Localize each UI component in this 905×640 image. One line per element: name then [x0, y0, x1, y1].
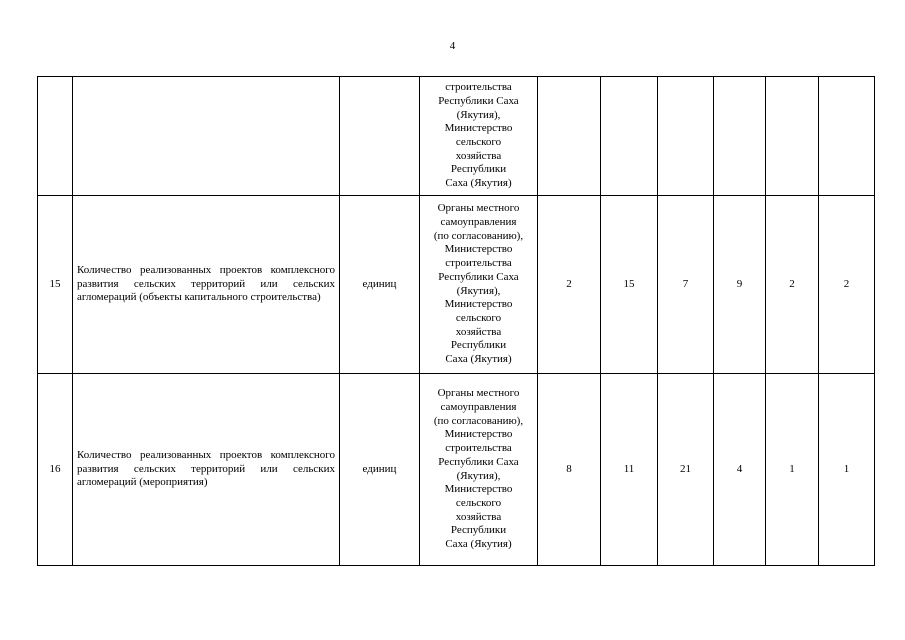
- responsible-line: Органы местного: [437, 387, 520, 400]
- value-cell: 2: [766, 196, 819, 374]
- responsible-cell: [420, 374, 538, 566]
- row-number-cell: [38, 77, 73, 196]
- responsible-line: (по согласованию),: [433, 414, 524, 427]
- indicator-name-cell: [73, 77, 340, 196]
- responsible-line: Министерство: [444, 243, 513, 256]
- value-cell: 4: [714, 374, 766, 566]
- responsible-line: (по согласованию),: [433, 229, 524, 242]
- indicator-name-cell: Количество реализованных проектов комплексного развития сельских территорий или сельских агломераций (объекты капитального строительства): [73, 196, 340, 374]
- value-cell: 2: [538, 196, 601, 374]
- row-number-cell: 16: [38, 374, 73, 566]
- responsible-line: Республики: [450, 524, 507, 537]
- value-cell: [714, 77, 766, 196]
- responsible-line: Республики Саха: [438, 94, 519, 107]
- page-number: 4: [449, 40, 456, 52]
- responsible-cell: [420, 77, 538, 196]
- unit-cell: [340, 77, 420, 196]
- responsible-line: Республики Саха: [438, 270, 519, 283]
- value-cell: [601, 77, 658, 196]
- responsible-line: Министерство: [444, 122, 513, 135]
- responsible-line: Республики Саха: [438, 455, 519, 468]
- unit-cell: единиц: [340, 374, 420, 566]
- responsible-line: Саха (Якутия): [445, 538, 512, 551]
- responsible-line: Министерство: [444, 298, 513, 311]
- responsible-line: хозяйства: [455, 149, 502, 162]
- table-row: [38, 374, 875, 566]
- value-cell: [766, 77, 819, 196]
- responsible-line: (Якутия),: [456, 108, 501, 121]
- value-cell: [538, 77, 601, 196]
- responsible-line: строительства: [445, 257, 512, 270]
- responsible-line: строительства: [445, 442, 512, 455]
- responsible-line: строительства: [445, 81, 512, 94]
- responsible-line: хозяйства: [455, 325, 502, 338]
- responsible-line: сельского: [455, 136, 502, 148]
- table-row: [38, 77, 875, 196]
- unit-cell: единиц: [340, 196, 420, 374]
- responsible-line: Саха (Якутия): [445, 177, 512, 190]
- row-number-cell: 15: [38, 196, 73, 374]
- value-cell: 2: [819, 196, 875, 374]
- responsible-line: самоуправления: [440, 215, 517, 228]
- responsible-line: (Якутия),: [456, 284, 501, 297]
- table-row: [38, 196, 875, 374]
- responsible-line: сельского: [455, 496, 502, 509]
- value-cell: 15: [601, 196, 658, 374]
- value-cell: 1: [819, 374, 875, 566]
- value-cell: 21: [658, 374, 714, 566]
- responsible-line: Органы местного: [437, 202, 520, 215]
- value-cell: 1: [766, 374, 819, 566]
- responsible-line: Республики: [450, 339, 507, 352]
- indicator-name-cell: Количество реализованных проектов комплексного развития сельских территорий или сельских агломераций (мероприятия): [73, 374, 340, 566]
- value-cell: 8: [538, 374, 601, 566]
- responsible-line: хозяйства: [455, 510, 502, 523]
- responsible-line: Министерство: [444, 428, 513, 441]
- value-cell: 7: [658, 196, 714, 374]
- responsible-line: самоуправления: [440, 400, 517, 413]
- responsible-line: Саха (Якутия): [445, 353, 512, 366]
- value-cell: [819, 77, 875, 196]
- responsible-line: сельского: [455, 311, 502, 324]
- responsible-line: Министерство: [444, 483, 513, 496]
- indicators-table: [37, 76, 875, 566]
- value-cell: 11: [601, 374, 658, 566]
- responsible-cell: [420, 196, 538, 374]
- responsible-line: (Якутия),: [456, 469, 501, 482]
- responsible-line: Республики: [450, 163, 507, 176]
- value-cell: [658, 77, 714, 196]
- value-cell: 9: [714, 196, 766, 374]
